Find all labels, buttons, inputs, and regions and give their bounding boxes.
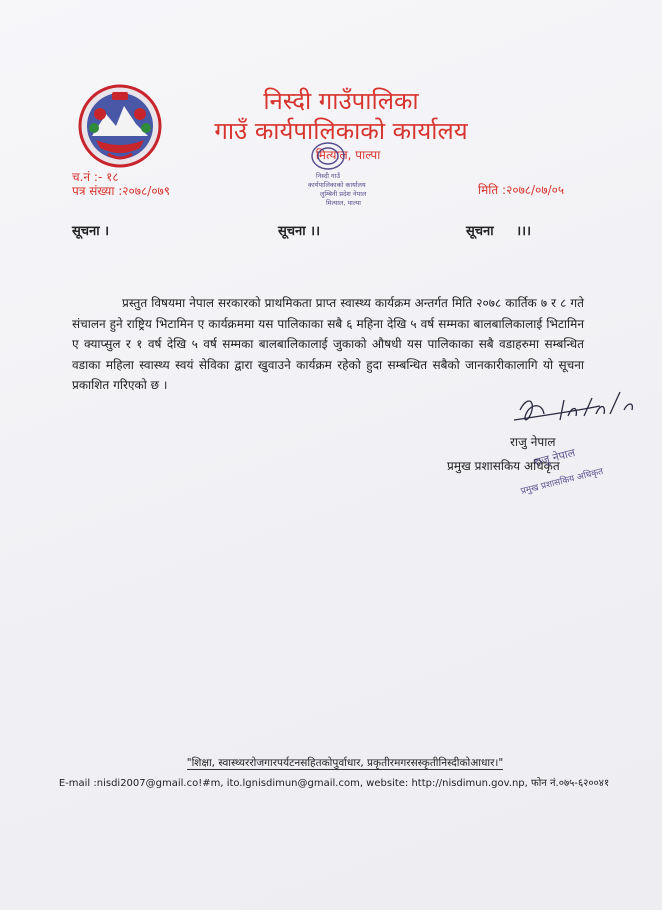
notice-label-2: सूचना ।।: [278, 224, 321, 239]
stamp-line4: मित्याल, पाल्पा: [326, 199, 361, 207]
stamp-signer-name: राजु नेपाल: [532, 446, 577, 469]
footer-motto-text: "शिक्षा, स्वास्थ्यररोजगारपर्यटनसहितकोपुर्वाधार, प्रकृतीरमगरसस्कृतीनिस्दीकोआधार।": [186, 757, 504, 769]
office-title-line2: गाउँ कार्यपालिकाको कार्यालय: [214, 117, 468, 145]
office-address: मित्याल, पाल्पा: [315, 148, 381, 162]
cha-number: च.नं :- १८: [72, 170, 119, 184]
stamp-line1: निस्दी गाउँ: [316, 172, 340, 180]
notice-label-3: सूचना ।।।: [466, 224, 532, 239]
office-title-line1: निस्दी गाउँपालिका: [263, 87, 419, 115]
stamp-signer-title: प्रमुख प्रशासकिय अधिकृत: [519, 466, 605, 497]
notice-date: मिति :२०७८/०७/०५: [478, 183, 565, 197]
patra-sankhya: पत्र संख्या :२०७८/०७९: [72, 184, 171, 198]
notice-label-1: सूचना ।: [72, 224, 110, 239]
footer-motto: [0, 756, 662, 770]
notice-body-text: प्रस्तुत विषयमा नेपाल सरकारको प्राथमिकता प्राप्त स्वास्थ्य कार्यक्रम अन्तर्गत मिति २०७८ कार्तिक ७ र ८ गते संचालन हुने राष्ट्रिय भिटामिन ए कार्यक्रममा यस पालिकाका सबै ६ महिना देखि ५ वर्ष सम्मका बालबालिकालाई भिटामिन ए क्याप्सुल र १ वर्ष देखि ५ वर्ष सम्मका बालबालिकालाई जुकाको औषधी यस पालिकाका सबै वडाहरुमा सम्बन्धित वडाका महिला स्वास्थ्य स्वयं सेविका द्वारा खुवाउने कार्यक्रम रहेको हुदा सम्बन्धित सबैको जानकारीकालागि यो सूचना प्रकाशित गरिएको छ ।: [72, 296, 584, 392]
footer-contact: E-mail :nisdi2007@gmail.co!#m, ito.lgnisdimun@gmail.com, website: http://nisdimun.gov.np, फोन नं.०७५-६२००४१: [58, 778, 610, 789]
stamp-line3: लुम्बिनी प्रदेश नेपाल: [320, 190, 367, 198]
stamp-line2: कार्यपालिकाको कार्यालय: [308, 181, 366, 189]
name-stamp-icon: [506, 424, 646, 504]
signer-title: प्रमुख प्रशासकिय अधिकृत: [447, 459, 560, 473]
office-stamp-icon: [298, 138, 382, 210]
signer-name: राजु नेपाल: [510, 435, 556, 449]
